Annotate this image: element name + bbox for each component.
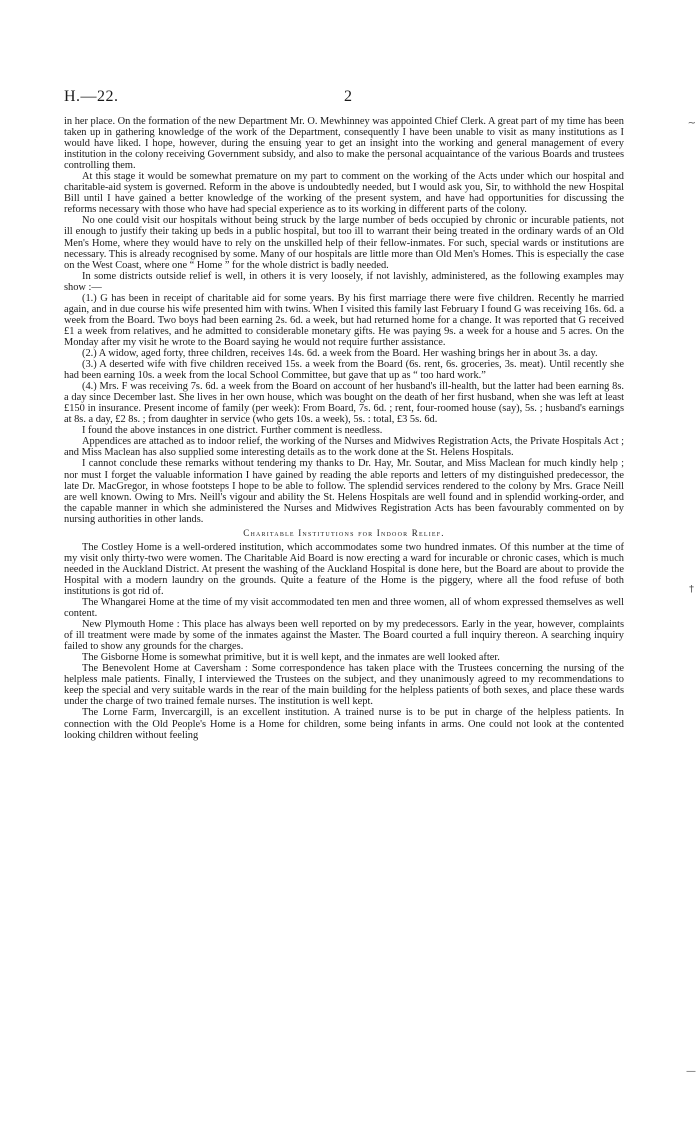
page-header <box>64 88 636 110</box>
report-body <box>64 116 624 741</box>
paragraph: (3.) A deserted wife with five children received 15s. a week from the Board (6s. rent, 6s. groceries, 3s. meat). Until recently she had been earning 10s. a week from the local School Committee, but gave that up as “ too hard work.” <box>64 359 624 382</box>
paragraph: New Plymouth Home : This place has always been well reported on by my predecessors. Early in the year, however, complaints of ill treatment were made by some of the inmates against the Master. The Board courted a full inquiry thereon. A searching inquiry failed to show any grounds for the charges. <box>64 619 624 653</box>
paragraph: (4.) Mrs. F was receiving 7s. 6d. a week from the Board on account of her husband's ill-health, but the latter had been earning 8s. a day since December last. She lives in her own house, which was bought on the death of her first husband, when she was left at least £150 in insurance. Present income of family (per week): From Board, 7s. 6d. ; rent, four-roomed house (say), 5s. ; husband's earnings at 8s. a day, £2 8s. ; from daughter in service (who gets 10s. a week), 5s. : total, £3 5s. 6d. <box>64 381 624 426</box>
paragraph: The Costley Home is a well-ordered institution, which accommodates some two hundred inmates. Of this number at the time of my visit only thirty-two were women. The Charitable Aid Board is now erecting a ward for incurable or chronic cases, which is much needed in the Auckland District. At present the washing of the Auckland Hospital is done here, but the Board are about to provide the Hospital with a modern laundry on the grounds. Quite a feature of the Home is the piggery, where all the food refuse of both institutions is got rid of. <box>64 541 624 597</box>
paragraph: I found the above instances in one district. Further comment is needless. <box>82 425 383 437</box>
margin-mark: ~ <box>687 118 696 129</box>
margin-mark: — <box>686 1066 696 1077</box>
paragraph: The Gisborne Home is somewhat primitive, but it is well kept, and the inmates are well looked after. <box>82 652 500 664</box>
paragraph: in her place. On the formation of the new Department Mr. O. Mewhinney was appointed Chief Clerk. A great part of my time has been taken up in gathering knowledge of the work of the Department, consequently I have been unable to visit as many institutions as I would have liked. I hope, however, during the ensuing year to get an insight into the working and general management of every institution in the colony receiving Government subsidy, and also to make the personal acquaintance of the various Boards and trustees controlling them. <box>64 116 624 172</box>
paragraph: I cannot conclude these remarks without tendering my thanks to Dr. Hay, Mr. Soutar, and Miss Maclean for much kindly help ; nor must I forget the valuable information I have gained by reading the able reports and letters of my distinguished predecessor, the late Dr. MacGregor, in whose footsteps I hope to be able to follow. The splendid services rendered to the colony by Mrs. Grace Neill are well known. Owing to Mrs. Neill's vigour and ability the St. Helens Hospitals are well found and in splendid working-order, and the capable manner in which she administered the Nurses and Midwives Registration Acts has been favourably commented on by nursing authorities in other lands. <box>64 458 624 525</box>
document-reference: H.—22. <box>64 88 119 105</box>
paragraph: At this stage it would be somewhat premature on my part to comment on the working of the Acts under which our hospital and charitable-aid system is governed. Reform in the above is undoubtedly needed, but I would ask you, Sir, to withhold the new Hospital Bill until I have gained a better knowledge of the working of the present system, and have had opportunities for discussing the reforms necessary with those who have had special experience as to its working in different parts of the colony. <box>64 171 624 216</box>
page-number: 2 <box>344 88 352 105</box>
paragraph: In some districts outside relief is well, in others it is very loosely, if not lavishly, administered, as the following examples may show :— <box>64 270 624 293</box>
margin-mark: † <box>689 584 694 595</box>
paragraph: The Lorne Farm, Invercargill, is an excellent institution. A trained nurse is to be put in charge of the helpless patients. In connection with the Old People's Home is a Home for children, some being infants in arms. One could not look at the contented looking children without feeling <box>64 707 624 741</box>
paragraph: Appendices are attached as to indoor relief, the working of the Nurses and Midwives Registration Acts, the Private Hospitals Act ; and Miss Maclean has also supplied some interesting details as to the work done at the St. Helens Hospitals. <box>64 436 624 459</box>
paragraph: No one could visit our hospitals without being struck by the large number of beds occupied by chronic or incurable patients, not ill enough to justify their taking up beds in a public hospital, but too ill to warrant their being treated in the ordinary wards of an Old Men's Home, where they would have to rely on the unskilled help of their fellow-inmates. For such, special wards or institutions are necessary. This is already recognised by some. Many of our hospitals are little more than Old Men's Homes. This is especially the case on the West Coast, where one “ Home ” for the whole district is badly needed. <box>64 215 624 271</box>
paragraph: The Benevolent Home at Caversham : Some correspondence has taken place with the Trustees concerning the nursing of the helpless male patients. Finally, I interviewed the Trustees on the subject, and they unanimously agreed to my recommendations to keep the special and very suitable wards in the rear of the main building for the helpless patients of both sexes, and place these wards under the charge of two trained female nurses. The institution is well kept. <box>64 663 624 708</box>
paragraph: (2.) A widow, aged forty, three children, receives 14s. 6d. a week from the Board. Her washing brings her in about 3s. a day. <box>82 347 598 359</box>
paragraph: (1.) G has been in receipt of charitable aid for some years. By his first marriage there were five children. Recently he married again, and in due course his wife presented him with twins. When I visited this family last February I found G was receiving 16s. 6d. a week from the Board. Two boys had been earning 2s. 6d. a week, but had returned home for a change. It was reported that G received £1 a week from relatives, and he admitted to considerable monetary gifts. He was paying 9s. a week for a house and 5 acres. On the Monday after my visit he wrote to the Board saying he would not require further assistance. <box>64 292 624 348</box>
paragraph: The Whangarei Home at the time of my visit accommodated ten men and three women, all of whom expressed themselves as well content. <box>64 597 624 620</box>
section-heading: Charitable Institutions for Indoor Relief. <box>243 527 445 538</box>
